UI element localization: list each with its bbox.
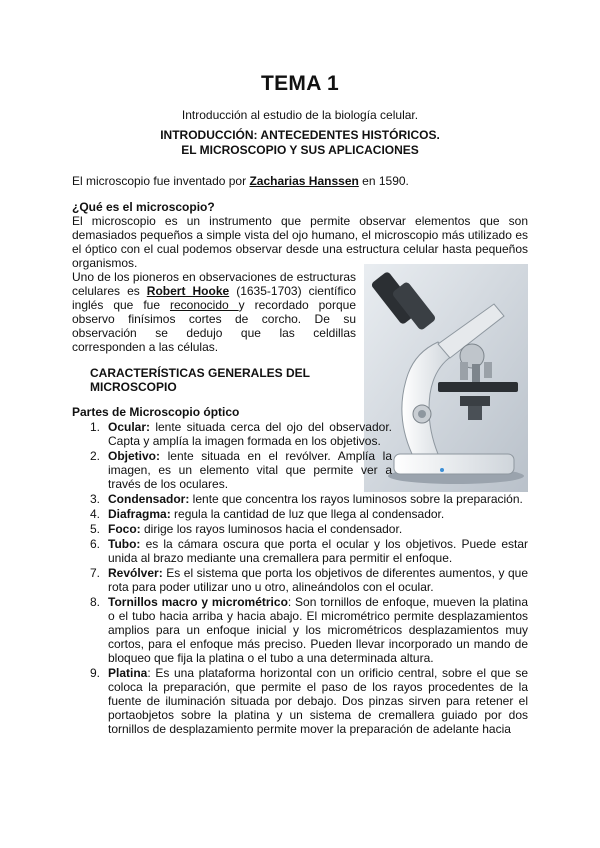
- list-text: es la cámara oscura que porta el ocular y los objetivos. Puede estar unida al brazo mediante una cremallera para permitir el enfoque.: [108, 537, 528, 565]
- list-text: : Es una plataforma horizontal con un orificio central, sobre el que se coloca la preparación, que permite el paso de los rayos procedentes de la fuente de iluminación situada por debajo. Dos pinzas sirven para retener el portaobjetos sobre la platina y un sistema de cremallera guiado por dos tornillos de desplazamiento permite mover la preparación de adelante hacia: [108, 666, 528, 736]
- list-number: 6.: [90, 537, 101, 551]
- intro-before: El microscopio fue inventado por: [72, 174, 250, 188]
- list-term: Tornillos macro y micrométrico: [108, 595, 288, 609]
- list-number: 7.: [90, 566, 101, 580]
- list-term: Objetivo:: [108, 449, 161, 463]
- intro-after: en 1590.: [358, 174, 409, 188]
- list-item: [72, 420, 392, 448]
- hooke-end: y recordado porque observo finísimos cortes de corcho. De su observación se dedujo que las celdillas corresponden a las células.: [72, 298, 356, 354]
- list-text: regula la cantidad de luz que llega al condensador.: [170, 507, 445, 521]
- list-text: dirige los rayos luminosos hacia el condensador.: [140, 522, 403, 536]
- heading-line-1: INTRODUCCIÓN: ANTECEDENTES HISTÓRICOS.: [160, 128, 440, 142]
- hooke-underlined: reconocido: [169, 298, 239, 312]
- list-number: 2.: [90, 449, 101, 463]
- list-text: Es el sistema que porta los objetivos de diferentes aumentos, y que rota para poder utilizar uno u otro, alineándolos con el ocular.: [108, 566, 528, 594]
- hooke-mid: (1635-1703) científico inglés que fue: [72, 284, 356, 312]
- document-subtitle: Introducción al estudio de la biología celular.: [181, 108, 419, 122]
- parts-heading: Partes de Microscopio óptico: [72, 405, 240, 419]
- list-number: 3.: [90, 492, 101, 506]
- list-text: : Son tornillos de enfoque, mueven la platina o el tubo hacia arriba y hacia abajo. El micrométrico permite desplazamientos amplios para un enfoque inicial y los micrométricos desplazamientos muy cortos, para el enfoque más preciso. Pueden llevar incorporado un mando de bloqueo que fija la platina o el tubo a una determinada altura.: [108, 595, 529, 665]
- list-term: Foco:: [108, 522, 141, 536]
- list-term: Platina: [108, 666, 148, 680]
- paragraph-hooke: [72, 270, 356, 354]
- characteristics-heading: CARACTERÍSTICAS GENERALES DEL MICROSCOPIO: [90, 366, 310, 394]
- list-item: [72, 522, 528, 536]
- list-term: Revólver:: [108, 566, 163, 580]
- paragraph-definition: El microscopio es un instrumento que permite observar elementos que son demasiados pequeños a simple vista del ojo humano, el microscopio más utilizado es el óptico con el cual podemos observar desde una estructura celular hasta pequeños organismos.: [72, 214, 528, 270]
- list-item: [72, 595, 528, 665]
- list-item: [72, 537, 528, 565]
- inventor-name: Zacharias Hanssen: [249, 174, 359, 188]
- list-number: 9.: [90, 666, 101, 680]
- list-item: [72, 666, 528, 736]
- parts-list: [72, 420, 528, 737]
- hooke-lead: Uno de los pioneros en observaciones de estructuras celulares es: [72, 270, 356, 298]
- list-text: lente que concentra los rayos luminosos sobre la preparación.: [189, 492, 523, 506]
- list-number: 4.: [90, 507, 101, 521]
- list-term: Ocular:: [108, 420, 151, 434]
- heading-line-2: EL MICROSCOPIO Y SUS APLICACIONES: [181, 143, 419, 157]
- list-text: lente situada cerca del ojo del observador. Capta y amplía la imagen formada en los objetivos.: [108, 420, 392, 448]
- list-term: Tubo:: [108, 537, 141, 551]
- list-item: [72, 507, 528, 521]
- list-number: 8.: [90, 595, 101, 609]
- list-text: lente situada en el revólver. Amplía la imagen, es un elemento vital que permite ver a través de los oculares.: [108, 449, 392, 491]
- question-heading: ¿Qué es el microscopio?: [72, 200, 215, 214]
- list-term: Diafragma:: [108, 507, 171, 521]
- list-item: [72, 492, 528, 506]
- hooke-name: Robert Hooke: [146, 284, 230, 298]
- list-term: Condensador:: [108, 492, 190, 506]
- intro-sentence: [72, 174, 409, 188]
- section-heading: [120, 128, 480, 158]
- list-number: 1.: [90, 420, 101, 434]
- document-title: TEMA 1: [260, 72, 340, 95]
- list-item: [72, 566, 528, 594]
- list-number: 5.: [90, 522, 101, 536]
- list-item: [72, 449, 392, 491]
